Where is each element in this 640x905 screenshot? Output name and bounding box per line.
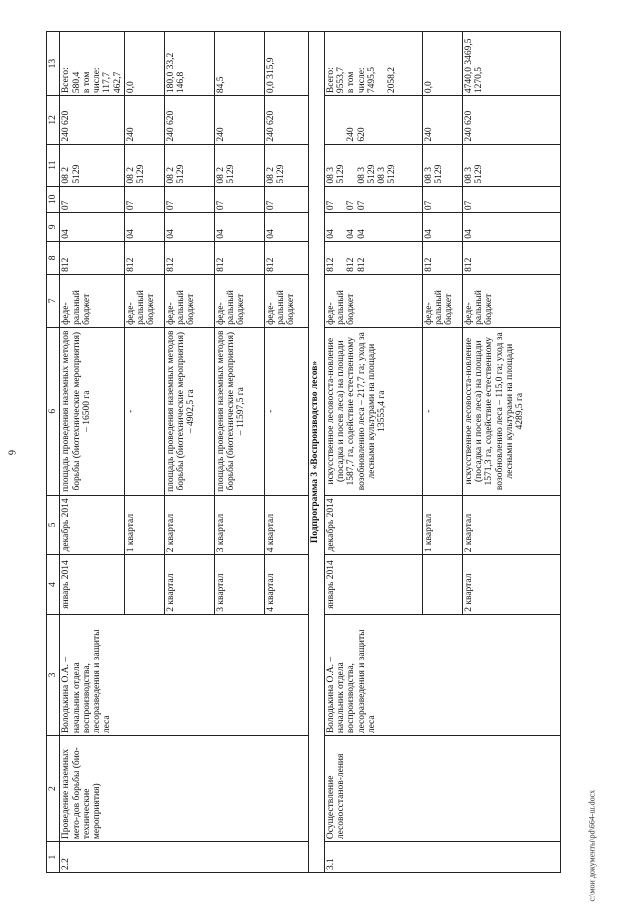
grbs-code: 812 xyxy=(164,241,214,274)
total-line: числе: xyxy=(92,67,102,94)
end-date: 3 квартал xyxy=(214,495,264,555)
end-date: 4 квартал xyxy=(264,495,308,555)
total-line: 462,7 xyxy=(112,71,123,94)
total-line: Всего: xyxy=(61,67,72,94)
start-date xyxy=(124,555,164,615)
csr-code: 08 3 5129 xyxy=(422,144,462,186)
funding-source: феде-ральный бюджет xyxy=(124,274,164,327)
csr-code: 08 2 5129 xyxy=(214,144,264,186)
total-line: в том xyxy=(81,71,92,94)
funding-source: феде-ральный бюджет xyxy=(60,274,125,327)
expected-result: площадь проведения наземных методов борьбы (биотехнические мероприятия) – 4902,5 га xyxy=(164,327,214,495)
start-date: январь 2014 xyxy=(60,555,125,615)
rotated-table-sheet xyxy=(46,31,594,873)
total-line: в том xyxy=(346,71,357,94)
funding-source: феде-ральный бюджет xyxy=(462,274,560,327)
activity-name: Проведение наземных мето-дов борьбы (био-технические мероприятия) xyxy=(60,736,309,842)
total-amount: 4740,0 3469,5 1270,5 xyxy=(462,32,560,96)
total-line xyxy=(377,34,387,93)
csr-code: 08 2 5129 xyxy=(124,144,164,186)
pr-code: 07 07 07 xyxy=(324,186,422,212)
col-header: 6 xyxy=(47,327,60,495)
csr-code: 08 2 5129 xyxy=(164,144,214,186)
start-date: 2 квартал xyxy=(164,555,214,615)
total-line: 9553,7 xyxy=(336,66,346,94)
pr-code: 07 xyxy=(422,186,462,212)
pr-code: 07 xyxy=(60,186,125,212)
col-header: 9 xyxy=(47,213,60,242)
item-number: 2.2 xyxy=(60,842,309,873)
rz-code: 04 xyxy=(124,213,164,242)
rz-code: 04 xyxy=(422,213,462,242)
start-date xyxy=(422,555,462,615)
rz-code: 04 xyxy=(462,213,560,242)
total-amount xyxy=(60,32,125,96)
subprogram-title: Подпрограмма 3 «Воспроизводство лесов» xyxy=(308,32,324,873)
funding-source: феде-ральный бюджет xyxy=(324,274,422,327)
col-header: 7 xyxy=(47,274,60,327)
total-amount: 0,0 xyxy=(124,32,164,96)
grbs-code: 812 812 812 xyxy=(324,241,422,274)
vr-code: 240 620 xyxy=(164,96,214,145)
total-line: 7495,5 xyxy=(366,66,377,94)
csr-code: 08 2 5129 xyxy=(60,144,125,186)
end-date: декабрь 2014 xyxy=(324,495,422,555)
vr-code: 240 620 xyxy=(60,96,125,145)
expected-result: - xyxy=(264,327,308,495)
vr-code: 240 620 xyxy=(264,96,308,145)
vr-code: 240 xyxy=(422,96,462,145)
col-header: 3 xyxy=(47,614,60,735)
start-date: 3 квартал xyxy=(214,555,264,615)
pr-code: 07 xyxy=(124,186,164,212)
total-amount: 84,5 xyxy=(214,32,264,96)
col-header: 10 xyxy=(47,186,60,212)
start-date: 4 квартал xyxy=(264,555,308,615)
expected-result: искусственное лесовосста-новление (посадка и посев леса) на площади 1571,3 га, содействие естественному возобновлению леса – 115,0 га; уход за лесными культурами на площади 4289,5 га xyxy=(462,327,560,495)
total-amount xyxy=(324,32,422,96)
pr-code: 07 xyxy=(164,186,214,212)
start-date: 2 квартал xyxy=(462,555,560,615)
rz-code: 04 04 04 xyxy=(324,213,422,242)
pr-code: 07 xyxy=(462,186,560,212)
responsible: Володькина О.А. – начальник отдела воспроизводства, лесоразведения и защиты леса xyxy=(324,614,560,735)
vr-code: 240 xyxy=(214,96,264,145)
expected-result: площадь проведения наземных методов борьбы (биотехнические мероприятия) – 11597,5 га xyxy=(214,327,264,495)
col-header: 8 xyxy=(47,241,60,274)
vr-code: 240 xyxy=(124,96,164,145)
activity-name: Осуществление лесовосстанов-ления xyxy=(324,736,560,842)
page-number: 6 xyxy=(5,450,17,455)
total-amount: 180,0 33,2 146,8 xyxy=(164,32,214,96)
col-header: 2 xyxy=(47,736,60,842)
expected-result: площадь проведения наземных методов борьбы (биотехнические мероприятия) – 16500 га xyxy=(60,327,125,495)
expected-result: - xyxy=(124,327,164,495)
grbs-code: 812 xyxy=(124,241,164,274)
total-amount: 0,0 xyxy=(422,32,462,96)
end-date: 2 квартал xyxy=(462,495,560,555)
end-date: 1 квартал xyxy=(124,495,164,555)
pr-code: 07 xyxy=(264,186,308,212)
grbs-code: 812 xyxy=(264,241,308,274)
grbs-code: 812 xyxy=(462,241,560,274)
col-header: 4 xyxy=(47,555,60,615)
total-line: 117,7 xyxy=(102,72,113,94)
rz-code: 04 xyxy=(60,213,125,242)
end-date: 2 квартал xyxy=(164,495,214,555)
subprogram-row xyxy=(308,32,324,873)
csr-code: 08 3 5129 xyxy=(462,144,560,186)
rz-code: 04 xyxy=(264,213,308,242)
column-number-row xyxy=(47,32,60,873)
start-date: январь 2014 xyxy=(324,555,422,615)
rz-code: 04 xyxy=(164,213,214,242)
item-number: 3.1 xyxy=(324,842,560,873)
expected-result: искусственное лесовосста-новление (посадка и посев леса) на площади 1587,7 га, содействие естественному возобновлению леса – 217,7 га; уход за лесными культурами на площади 13555,4 га xyxy=(324,327,422,495)
funding-source: феде-ральный бюджет xyxy=(164,274,214,327)
vr-code: 240 620 xyxy=(462,96,560,145)
col-header: 13 xyxy=(47,32,60,96)
responsible: Володькина О.А. – начальник отдела воспроизводства, лесоразведения и защиты леса xyxy=(60,614,309,735)
pr-code: 07 xyxy=(214,186,264,212)
csr-code: 08 2 5129 xyxy=(264,144,308,186)
footer-file-path: c:\мои документы\pd\664-ш.docx xyxy=(587,789,597,902)
grbs-code: 812 xyxy=(214,241,264,274)
col-header: 5 xyxy=(47,495,60,555)
vr-code: 240 620 xyxy=(324,96,422,145)
total-line: 580,4 xyxy=(71,71,82,94)
total-line: 2058,2 xyxy=(387,66,398,94)
funding-source: феде-ральный бюджет xyxy=(422,274,462,327)
col-header: 11 xyxy=(47,144,60,186)
expected-result: - xyxy=(422,327,462,495)
grbs-code: 812 xyxy=(422,241,462,274)
total-line: числе: xyxy=(356,67,367,94)
col-header: 1 xyxy=(47,842,60,873)
end-date: 1 квартал xyxy=(422,495,462,555)
total-amount: 0,0 315,9 xyxy=(264,32,308,96)
col-header: 12 xyxy=(47,96,60,145)
rz-code: 04 xyxy=(214,213,264,242)
end-date: декабрь 2014 xyxy=(60,495,125,555)
grbs-code: 812 xyxy=(60,241,125,274)
csr-code: 08 3 5129 08 3 5129 08 3 5129 xyxy=(324,144,422,186)
table-row xyxy=(60,32,125,873)
funding-source: феде-ральный бюджет xyxy=(264,274,308,327)
total-line: Всего: xyxy=(325,67,336,94)
funding-source: феде-ральный бюджет xyxy=(214,274,264,327)
plan-table xyxy=(46,31,561,873)
table-row xyxy=(324,32,422,873)
